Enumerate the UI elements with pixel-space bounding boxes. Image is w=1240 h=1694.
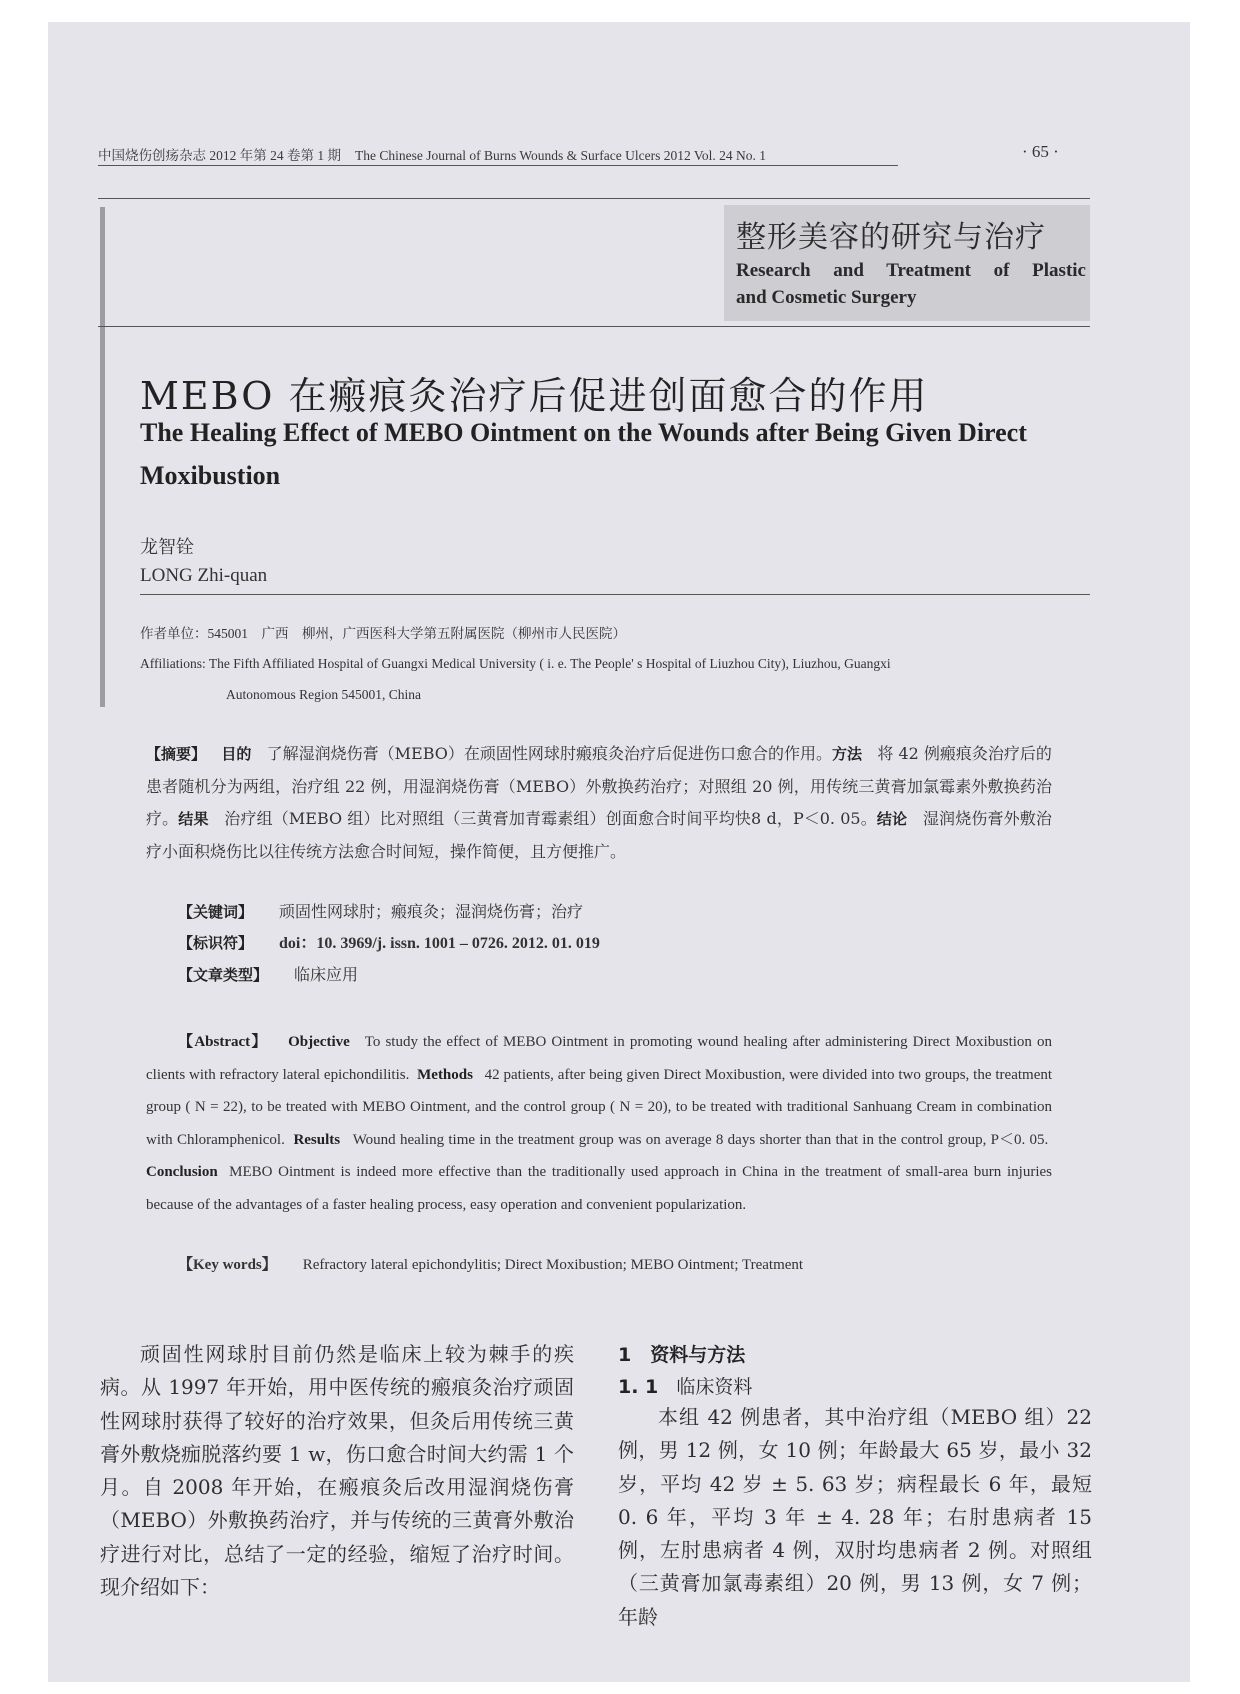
body-right-column bbox=[618, 1401, 1092, 1634]
article-type: 临床应用 bbox=[294, 965, 359, 984]
results-en-label: Results bbox=[293, 1131, 341, 1148]
article-type-row bbox=[178, 962, 358, 985]
affiliation-en-line: Affiliations: The Fifth Affiliated Hospital of Guangxi Medical University ( i. e. The People' s Hospital of Liuzhou City), Liuzhou, Guangxi bbox=[140, 656, 891, 671]
banner-rule bbox=[98, 326, 1090, 327]
doi: doi：10. 3969/j. issn. 1001 – 0726. 2012. 01. 019 bbox=[279, 935, 600, 952]
methods-en: 42 patients, after being given Direct Moxibustion, were divided into two groups, the treatment group ( N = 22), to be treated with MEBO Ointment, and the control group ( N = 20), to be treated with traditional Sanhuang Cream in combination with Chloramphenicol. bbox=[146, 1066, 1053, 1148]
conclusion-en-label: Conclusion bbox=[146, 1164, 218, 1180]
page-number: · 65 · bbox=[1022, 142, 1059, 161]
top-rule bbox=[98, 198, 1090, 199]
column-title-cn: 整形美容的研究与治疗 bbox=[736, 220, 1046, 255]
methods-en-label: Methods bbox=[417, 1066, 473, 1083]
abstract-en bbox=[146, 1026, 1052, 1221]
subsection-number: 1. 1 bbox=[618, 1376, 659, 1398]
abstract-en-label: 【Abstract】 bbox=[178, 1034, 268, 1050]
results-en: Wound healing time in the treatment group was on average 8 days shorter than that in the control group, P＜0. 05. bbox=[352, 1131, 1049, 1148]
affiliation-en bbox=[140, 648, 1060, 710]
intro-paragraph: 顽固性网球肘目前仍然是临床上较为棘手的疾病。从 1997 年开始，用中医传统的瘢痕灸治疗顽固性网球肘获得了较好的治疗效果，但灸后用传统三黄膏外敷烧痂脱落约要 1 w，伤口愈合时间大约需 1 个月。自 2008 年开始，在瘢痕灸后改用湿润烧伤膏（MEBO）外敷换药治疗，并与传统的三黄膏外敷治疗进行对比，总结了一定的经验，缩短了治疗时间。现介绍如下： bbox=[100, 1342, 574, 1600]
results-cn-label: 结果 bbox=[178, 810, 209, 828]
affiliation-cn: 作者单位：545001 广西 柳州，广西医科大学第五附属医院（柳州市人民医院） bbox=[140, 626, 626, 641]
author-rule bbox=[140, 594, 1090, 595]
body-left-column bbox=[100, 1338, 574, 1604]
keywords-en-label: 【Key words】 bbox=[178, 1257, 277, 1273]
running-header-en: The Chinese Journal of Burns Wounds & Surface Ulcers 2012 Vol. 24 No. 1 bbox=[355, 148, 766, 163]
conclusion-en: MEBO Ointment is indeed more effective than the traditionally used approach in China in the treatment of small-area burn injuries because of the advantages of a faster healing process, easy operation and convenient popularization. bbox=[146, 1164, 1053, 1213]
affiliation-en-cont: Autonomous Region 545001, China bbox=[226, 687, 421, 702]
methods-cn: 将 42 例瘢痕灸治疗后的患者随机分为两组，治疗组 22 例，用湿润烧伤膏（MEBO）外敷换药治疗；对照组 20 例，用传统三黄膏加氯霉素外敷换药治疗。 bbox=[146, 744, 1052, 828]
article-title-en: The Healing Effect of MEBO Ointment on the Wounds after Being Given Direct Moxibustion bbox=[140, 418, 1027, 490]
author-cn: 龙智铨 bbox=[140, 537, 194, 558]
keywords-en-row bbox=[178, 1253, 803, 1274]
margin-bar bbox=[100, 207, 105, 707]
keywords-cn-label: 【关键词】 bbox=[178, 903, 254, 921]
conclusion-cn-label: 结论 bbox=[876, 810, 908, 828]
column-title-en-line2: and Cosmetic Surgery bbox=[736, 287, 917, 308]
identifier-label: 【标识符】 bbox=[178, 934, 254, 952]
article-title-cn: MEBO 在瘢痕灸治疗后促进创面愈合的作用 bbox=[140, 374, 929, 418]
author-en: LONG Zhi-quan bbox=[140, 565, 268, 586]
abstract-cn-label: 【摘要】 bbox=[146, 745, 207, 763]
subsection-heading-1-1 bbox=[618, 1372, 752, 1399]
running-header bbox=[98, 144, 898, 166]
subsection-title: 临床资料 bbox=[676, 1376, 753, 1398]
running-header-cn: 中国烧伤创疡杂志 2012 年第 24 卷第 1 期 bbox=[98, 148, 341, 163]
article-type-label: 【文章类型】 bbox=[178, 966, 269, 984]
keywords-cn-row bbox=[178, 899, 583, 922]
conclusion-cn: 湿润烧伤膏外敷治疗小面积烧伤比以往传统方法愈合时间短，操作简便，且方便推广。 bbox=[146, 809, 1052, 861]
objective-en-label: Objective bbox=[288, 1034, 350, 1050]
methods-cn-label: 方法 bbox=[832, 745, 863, 763]
keywords-cn: 顽固性网球肘；瘢痕灸；湿润烧伤膏；治疗 bbox=[279, 902, 584, 921]
clinical-data-paragraph: 本组 42 例患者，其中治疗组（MEBO 组）22 例，男 12 例，女 10 例；年龄最大 65 岁，最小 32 岁，平均 42 岁 ± 5. 63 岁；病程最长 6 年，最短 0. 6 年，平均 3 年 ± 4. 28 年；右肘患病者 15 例，左肘患病者 4 例，双肘均患病者 2 例。对照组（三黄膏加氯毒素组）20 例，男 13 例，女 7 例；年龄 bbox=[618, 1405, 1092, 1629]
column-title-en-line1: Research and Treatment of Plastic bbox=[736, 260, 1086, 281]
keywords-en: Refractory lateral epichondylitis; Direct Moxibustion; MEBO Ointment; Treatment bbox=[302, 1257, 804, 1273]
objective-cn: 了解湿润烧伤膏（MEBO）在顽固性网球肘瘢痕灸治疗后促进伤口愈合的作用。 bbox=[266, 744, 833, 763]
objective-cn-label: 目的 bbox=[221, 745, 252, 763]
results-cn: 治疗组（MEBO 组）比对照组（三黄膏加青霉素组）创面愈合时间平均快8 d，P＜0. 05。 bbox=[224, 809, 877, 828]
abstract-cn bbox=[146, 738, 1052, 868]
objective-en: To study the effect of MEBO Ointment in promoting wound healing after administering Direct Moxibustion on clients with refractory lateral epichondilitis. bbox=[146, 1034, 1053, 1083]
section-heading-1: 1 资料与方法 bbox=[618, 1344, 746, 1366]
identifier-row bbox=[178, 930, 600, 953]
